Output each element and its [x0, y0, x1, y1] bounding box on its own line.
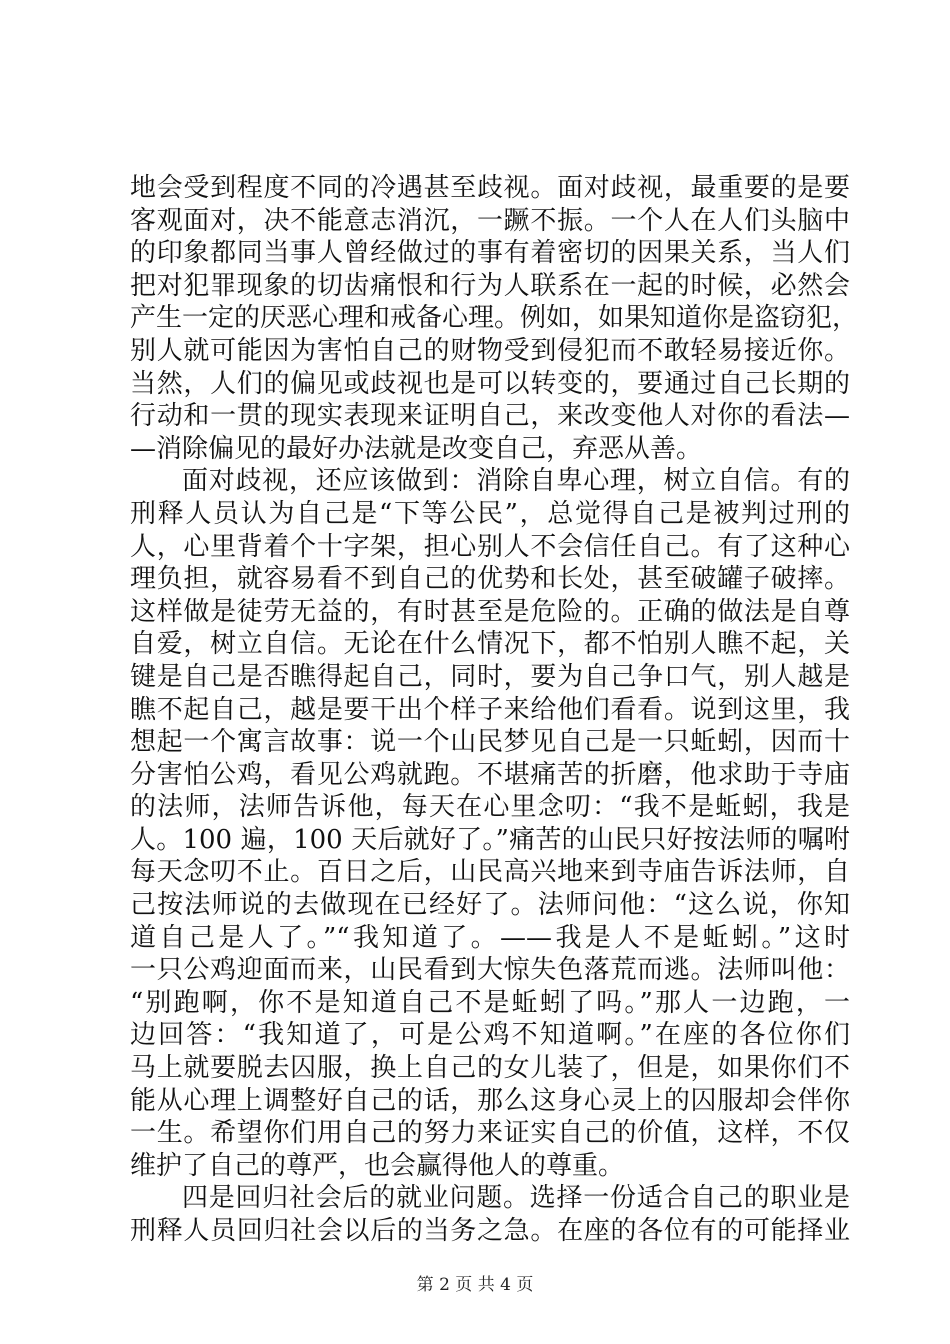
text-line: 刑释人员认为自己是“下等公民”，总觉得自己是被判过刑的	[130, 498, 850, 529]
text-line: 瞧不起自己，越是要干出个样子来给他们看看。说到这里，我	[130, 694, 850, 725]
text-line: 道自己是人了。”“我知道了。——我是人不是蚯蚓。”这时	[130, 922, 850, 953]
text-line: 分害怕公鸡，看见公鸡就跑。不堪痛苦的折磨，他求助于寺庙	[130, 759, 850, 790]
text-line: 这样做是徒劳无益的，有时甚至是危险的。正确的做法是自尊	[130, 596, 850, 627]
document-body	[130, 172, 859, 1248]
text-line: 马上就要脱去囚服，换上自己的女儿装了，但是，如果你们不	[130, 1053, 850, 1084]
text-line: 刑释人员回归社会以后的当务之急。在座的各位有的可能择业	[130, 1216, 850, 1246]
text-line: —消除偏见的最好办法就是改变自己，弃恶从善。	[130, 433, 703, 464]
text-line: 行动和一贯的现实表现来证明自己，来改变他人对你的看法—	[130, 401, 850, 432]
text-line: 自爱，树立自信。无论在什么情况下，都不怕别人瞧不起，关	[130, 629, 850, 660]
text-line: 当然，人们的偏见或歧视也是可以转变的，要通过自己长期的	[130, 368, 850, 399]
text-line: 一生。希望你们用自己的努力来证实自己的价值，这样，不仅	[130, 1118, 850, 1149]
text-line: 产生一定的厌恶心理和戒备心理。例如，如果知道你是盗窃犯，	[130, 303, 859, 334]
text-line: 理负担，就容易看不到自己的优势和长处，甚至破罐子破摔。	[130, 564, 850, 595]
text-line: 客观面对，决不能意志消沉，一蹶不振。一个人在人们头脑中	[130, 205, 850, 236]
text-line: 四是回归社会后的就业问题。选择一份适合自己的职业是	[182, 1183, 850, 1214]
text-line: 地会受到程度不同的冷遇甚至歧视。面对歧视，最重要的是要	[130, 173, 850, 203]
text-line: 的法师，法师告诉他，每天在心里念叨：“我不是蚯蚓，我是	[130, 792, 850, 823]
text-line: 的印象都同当事人曾经做过的事有着密切的因果关系，当人们	[130, 238, 850, 269]
text-line: 维护了自己的尊严，也会赢得他人的尊重。	[130, 1150, 625, 1181]
text-line: 一只公鸡迎面而来，山民看到大惊失色落荒而逃。法师叫他：	[130, 955, 850, 986]
text-line: 每天念叨不止。百日之后，山民高兴地来到寺庙告诉法师，自	[130, 857, 850, 888]
text-line: 键是自己是否瞧得起自己，同时，要为自己争口气，别人越是	[130, 661, 850, 692]
page-number-label: 第 2 页 共 4 页	[416, 1275, 534, 1295]
text-line: 人，心里背着个十字架，担心别人不会信任自己。有了这种心	[130, 531, 850, 562]
text-line: 面对歧视，还应该做到：消除自卑心理，树立自信。有的	[182, 466, 850, 497]
text-line: 边回答：“我知道了，可是公鸡不知道啊。”在座的各位你们	[130, 1020, 850, 1051]
text-line: 把对犯罪现象的切齿痛恨和行为人联系在一起的时候，必然会	[130, 270, 850, 301]
text-line: 想起一个寓言故事：说一个山民梦见自己是一只蚯蚓，因而十	[130, 727, 850, 758]
text-line: 能从心理上调整好自己的话，那么这身心灵上的囚服却会伴你	[130, 1085, 850, 1116]
text-line: 己按法师说的去做现在已经好了。法师问他：“这么说，你知	[130, 890, 850, 921]
text-line: “别跑啊，你不是知道自己不是蚯蚓了吗。”那人一边跑，一	[130, 987, 850, 1018]
text-line: 别人就可能因为害怕自己的财物受到侵犯而不敢轻易接近你。	[130, 335, 850, 366]
page-footer	[0, 1270, 950, 1295]
text-line: 人。100 遍，100 天后就好了。”痛苦的山民只好按法师的嘱咐	[130, 824, 850, 855]
